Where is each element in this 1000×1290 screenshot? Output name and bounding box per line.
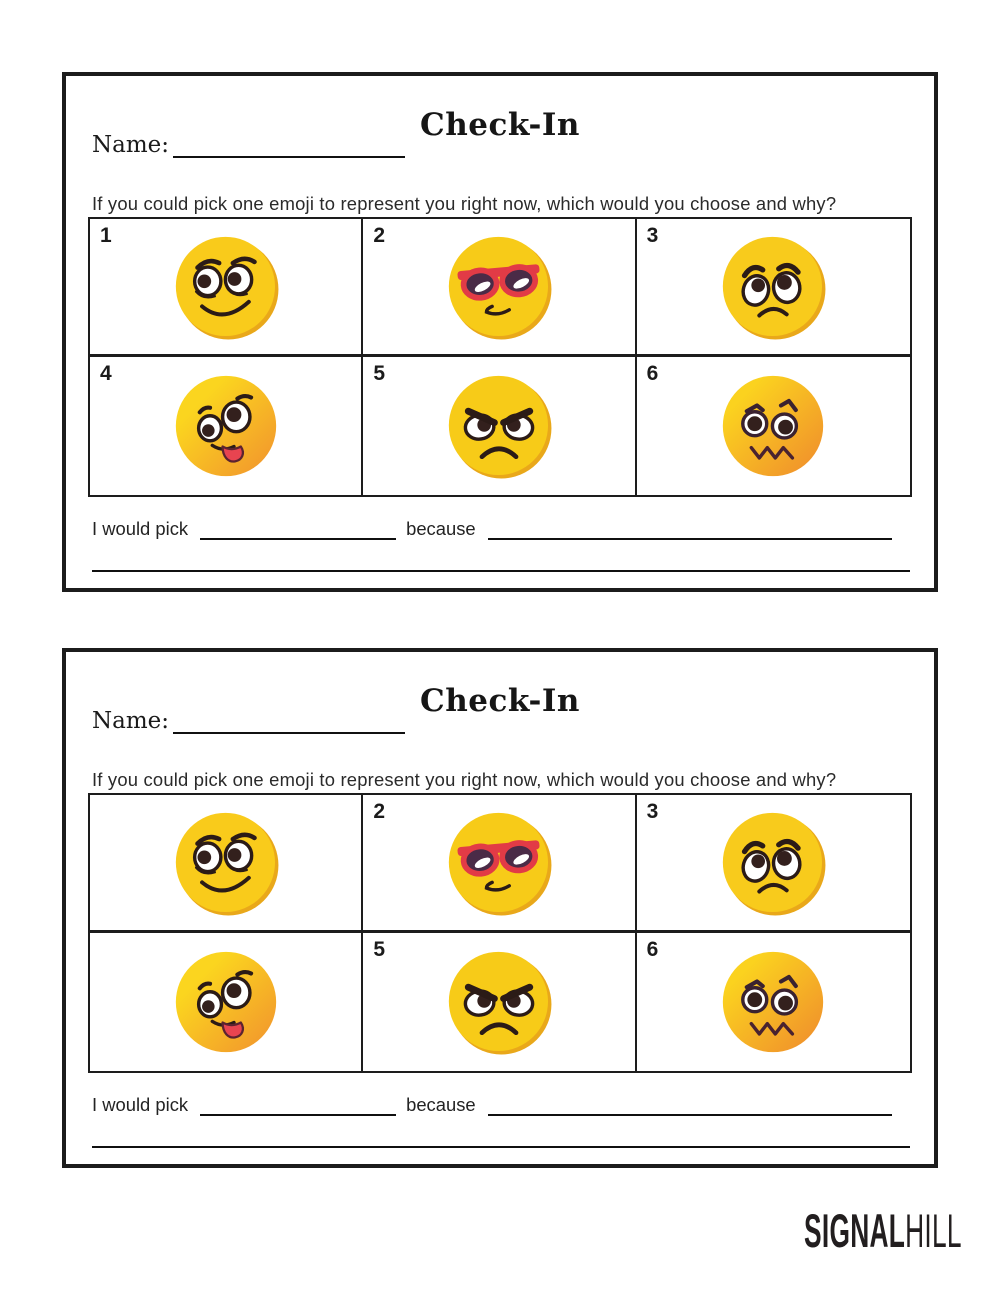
because-label: because — [406, 518, 476, 539]
grid-cell-1 — [90, 219, 363, 357]
grid-cell-6 — [637, 933, 910, 1071]
prompt-text: If you could pick one emoji to represent you right now, which would you choose and why? — [92, 193, 837, 215]
brand-logo-text-heavy: SIGNAL — [804, 1204, 906, 1257]
worksheet-card-1 — [62, 72, 938, 592]
because-blank-line — [488, 1098, 892, 1116]
emoji-nervous-zigzag-icon — [716, 369, 830, 483]
cell-number: 3 — [646, 224, 659, 247]
emoji-smiling-side-glance-icon — [169, 230, 283, 344]
pick-blank-line — [200, 1098, 396, 1116]
prompt-text: If you could pick one emoji to represent you right now, which would you choose and why? — [92, 769, 837, 791]
pick-label: I would pick — [92, 518, 189, 539]
pick-sentence — [92, 518, 914, 540]
grid-cell-6 — [637, 357, 910, 495]
brand-logo — [804, 1204, 962, 1257]
emoji-cool-sunglasses-icon — [442, 230, 556, 344]
because-blank-line — [488, 522, 892, 540]
emoji-angry-icon — [442, 369, 556, 483]
cell-number: 2 — [373, 224, 386, 247]
grid-cell-2 — [363, 795, 636, 933]
page-title: Check-In — [420, 106, 580, 143]
name-row — [92, 708, 405, 734]
emoji-sad-worried-icon — [716, 806, 830, 920]
grid-cell-5 — [363, 357, 636, 495]
emoji-silly-tongue-out-icon — [169, 369, 283, 483]
name-blank-line — [173, 134, 405, 158]
cell-number: 4 — [100, 362, 112, 385]
emoji-grid — [88, 217, 912, 497]
grid-cell-3 — [637, 795, 910, 933]
extra-answer-line — [92, 1126, 910, 1148]
cell-number: 5 — [373, 938, 386, 961]
emoji-smiling-side-glance-icon — [169, 806, 283, 920]
cell-number: 3 — [646, 800, 659, 823]
cell-number: 5 — [373, 362, 386, 385]
grid-cell-4 — [90, 357, 363, 495]
emoji-sad-worried-icon — [716, 230, 830, 344]
grid-cell-4 — [90, 933, 363, 1071]
cell-number: 1 — [100, 224, 112, 247]
grid-cell-5 — [363, 933, 636, 1071]
cell-number: 6 — [646, 938, 659, 961]
pick-sentence — [92, 1094, 914, 1116]
page-title: Check-In — [420, 682, 580, 719]
emoji-nervous-zigzag-icon — [716, 945, 830, 1059]
cell-number: 2 — [373, 800, 386, 823]
name-blank-line — [173, 710, 405, 734]
name-label: Name: — [92, 132, 170, 158]
cell-number: 6 — [646, 362, 659, 385]
emoji-cool-sunglasses-icon — [442, 806, 556, 920]
grid-cell-1 — [90, 795, 363, 933]
because-label: because — [406, 1094, 476, 1115]
grid-cell-3 — [637, 219, 910, 357]
emoji-angry-icon — [442, 945, 556, 1059]
extra-answer-line — [92, 550, 910, 572]
emoji-grid — [88, 793, 912, 1073]
name-row — [92, 132, 405, 158]
grid-cell-2 — [363, 219, 636, 357]
pick-label: I would pick — [92, 1094, 189, 1115]
emoji-silly-tongue-out-icon — [169, 945, 283, 1059]
pick-blank-line — [200, 522, 396, 540]
worksheet-card-2 — [62, 648, 938, 1168]
brand-logo-text-light: HILL — [905, 1204, 962, 1257]
name-label: Name: — [92, 708, 170, 734]
